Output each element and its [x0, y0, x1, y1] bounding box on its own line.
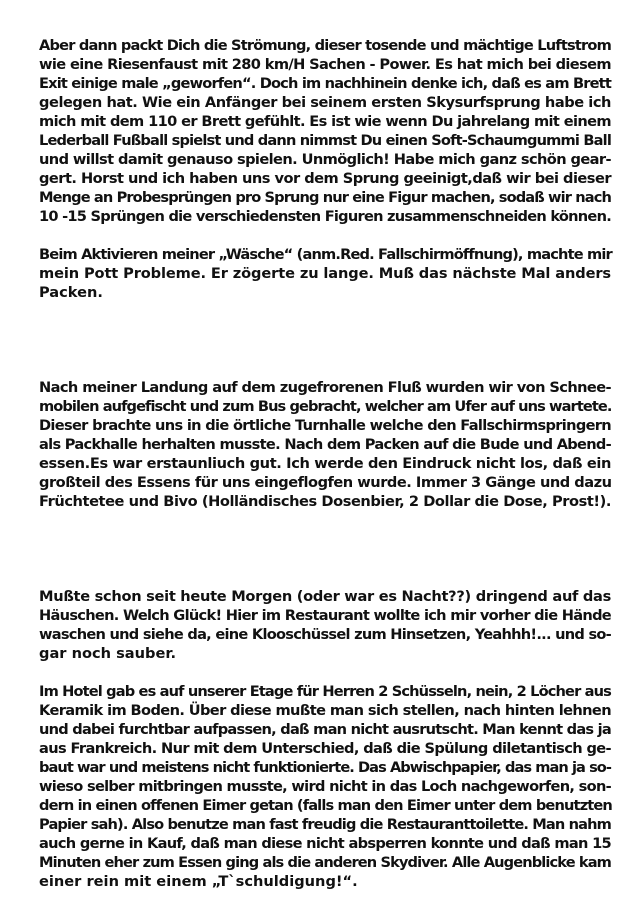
text-line: großteil des Essens für uns eingeflogfen wurde. Immer 3 Gänge und dazu	[39, 474, 612, 491]
text-line: Nach meiner Landung auf dem zugefrorenen Fluß wurden wir von Schnee-	[39, 379, 611, 396]
text-line: dern in einen offenen Eimer getan (falls man den Eimer unter dem benutzten	[39, 797, 612, 814]
text-line: Minuten eher zum Essen ging als die anderen Skydiver. Alle Augenblicke kam	[39, 854, 611, 871]
text-line: und dabei furchtbar aufpassen, daß man nicht ausrutscht. Man kennt das ja	[39, 721, 611, 738]
text-line: waschen und siehe da, eine Klooschüssel zum Hinsetzen, Yeahhh!... und so-	[39, 626, 611, 643]
paragraph-4	[39, 587, 611, 663]
text-line: Im Hotel gab es auf unserer Etage für Herren 2 Schüsseln, nein, 2 Löcher aus	[39, 683, 611, 700]
text-line: wieso selber mitbringen musste, wird nicht in das Loch nachgeworfen, son-	[39, 778, 611, 795]
text-line: mein Pott Probleme. Er zögerte zu lange. Muß das nächste Mal anders	[39, 265, 611, 282]
text-line: Papier sah). Also benutze man fast freudig die Restauranttoilette. Man nahm	[39, 816, 612, 833]
text-line: Packen.	[39, 284, 103, 301]
paragraph-5	[39, 682, 611, 891]
text-line: 10 -15 Sprüngen die verschiedensten Figuren zusammenschneiden können.	[39, 208, 611, 225]
text-line: Dieser brachte uns in die örtliche Turnhalle welche den Fallschirmspringern	[39, 417, 612, 434]
paragraph-3	[39, 378, 611, 511]
text-line: Aber dann packt Dich die Strömung, dieser tosende und mächtige Luftstrom	[39, 37, 611, 54]
text-line: essen.Es war erstaunliuch gut. Ich werde den Eindruck nicht los, daß ein	[39, 455, 611, 472]
text-line: Früchtetee und Bivo (Holländisches Dosenbier, 2 Dollar die Dose, Prost!).	[39, 493, 611, 510]
text-line: gar noch sauber.	[39, 645, 177, 662]
text-line: als Packhalle herhalten musste. Nach dem Packen auf die Bude und Abend-	[39, 436, 611, 453]
text-line: Lederball Fußball spielst und dann nimmst Du einen Soft-Schaumgummi Ball	[39, 132, 611, 149]
text-line: Mußte schon seit heute Morgen (oder war es Nacht??) dringend auf das	[39, 588, 611, 605]
text-line: einer rein mit einem „T`schuldigung!“.	[39, 873, 358, 890]
text-line: mich mit dem 110 er Brett gefühlt. Es ist wie wenn Du jahrelang mit einem	[39, 113, 611, 130]
paragraph-2	[39, 245, 611, 302]
text-line: und willst damit genauso spielen. Unmöglich! Habe mich ganz schön gear-	[39, 151, 611, 168]
text-line: Exit einige male „geworfen“. Doch im nachhinein denke ich, daß es am Brett	[39, 75, 611, 92]
text-line: Keramik im Boden. Über diese mußte man sich stellen, nach hinten lehnen	[39, 702, 611, 719]
text-line: Menge an Probesprüngen pro Sprung nur eine Figur machen, sodaß wir nach	[39, 189, 611, 206]
text-line: wie eine Riesenfaust mit 280 km/H Sachen - Power. Es hat mich bei diesem	[39, 56, 611, 73]
text-line: Beim Aktivieren meiner „Wäsche“ (anm.Red. Fallschirmöffnung), machte mir	[39, 246, 612, 263]
text-line: auch gerne in Kauf, daß man diese nicht absperren konnte und daß man 15	[39, 835, 611, 852]
text-line: baut war und meistens nicht funktionierte. Das Abwischpapier, das man ja so-	[39, 759, 611, 776]
text-line: gert. Horst und ich haben uns vor dem Sprung geeinigt,daß wir bei dieser	[39, 170, 611, 187]
text-line: mobilen aufgefischt und zum Bus gebracht, welcher am Ufer auf uns wartete.	[39, 398, 612, 415]
text-line: aus Frankreich. Nur mit dem Unterschied, daß die Spülung diletantisch ge-	[39, 740, 611, 757]
paragraph-1	[39, 36, 611, 226]
text-line: Häuschen. Welch Glück! Hier im Restaurant wollte ich mir vorher die Hände	[39, 607, 611, 624]
text-line: gelegen hat. Wie ein Anfänger bei seinem ersten Skysurfsprung habe ich	[39, 94, 611, 111]
document-body	[39, 36, 611, 891]
